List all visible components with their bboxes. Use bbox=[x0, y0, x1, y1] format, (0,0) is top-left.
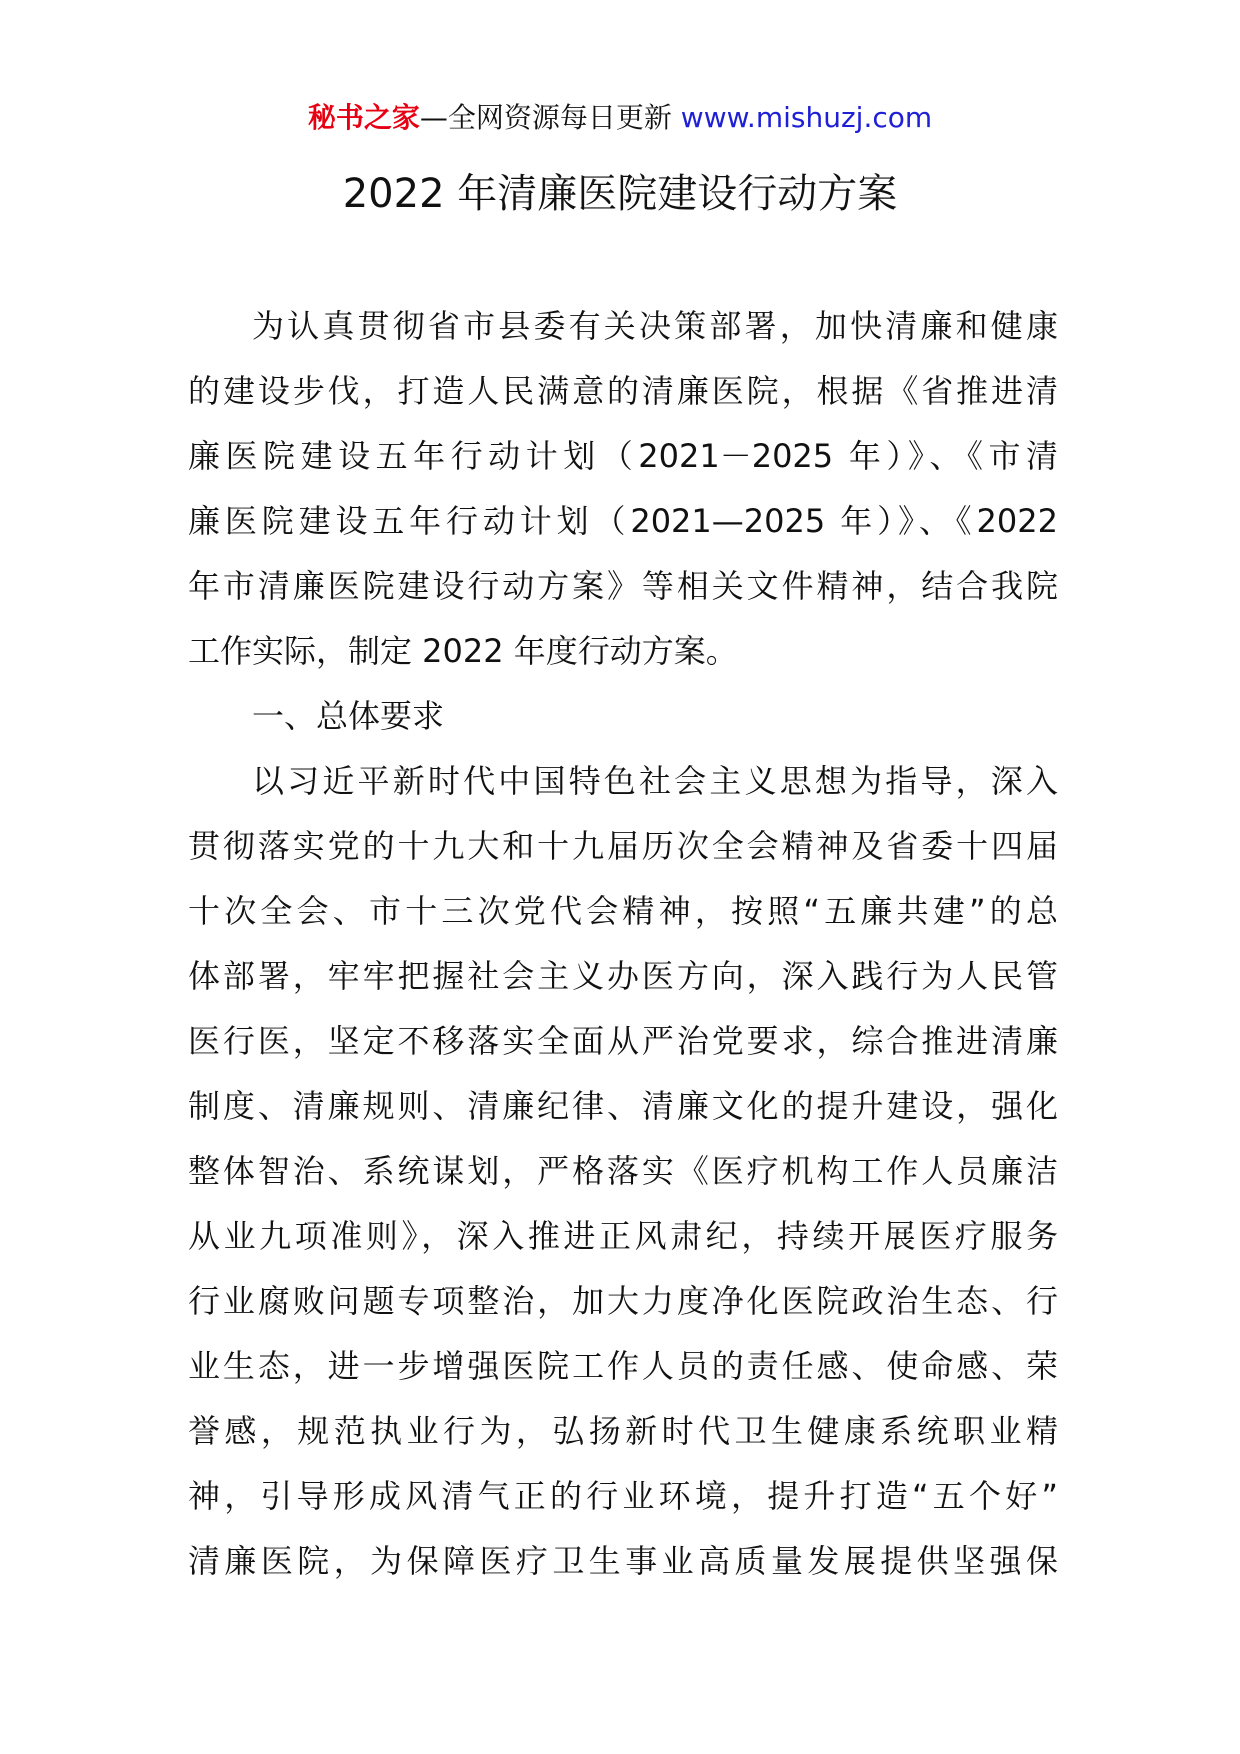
body-text-line: 年市清廉医院建设行动方案》等相关文件精神，结合我院 bbox=[188, 567, 1058, 605]
document-body bbox=[188, 294, 1058, 1594]
body-text-line: 行业腐败问题专项整治，加大力度净化医院政治生态、行 bbox=[188, 1282, 1058, 1320]
body-text-line: 整体智治、系统谋划，严格落实《医疗机构工作人员廉洁 bbox=[188, 1152, 1058, 1190]
body-text-line: 神，引导形成风清气正的行业环境，提升打造“五个好” bbox=[188, 1477, 1058, 1515]
header-tagline: —全网资源每日更新 bbox=[419, 101, 672, 134]
body-text-line: 誉感，规范执业行为，弘扬新时代卫生健康系统职业精 bbox=[188, 1412, 1058, 1450]
body-text-line: 业生态，进一步增强医院工作人员的责任感、使命感、荣 bbox=[188, 1347, 1058, 1385]
body-text-line: 为认真贯彻省市县委有关决策部署，加快清廉和健康 bbox=[252, 307, 1058, 345]
body-text-line: 从业九项准则》，深入推进正风肃纪，持续开展医疗服务 bbox=[188, 1217, 1058, 1255]
body-text-line: 贯彻落实党的十九大和十九届历次全会精神及省委十四届 bbox=[188, 827, 1058, 865]
body-text-line: 工作实际，制定 2022 年度行动方案。 bbox=[188, 632, 738, 670]
body-text-line: 十次全会、市十三次党代会精神，按照“五廉共建”的总 bbox=[188, 892, 1058, 930]
body-text-line: 的建设步伐，打造人民满意的清廉医院，根据《省推进清 bbox=[188, 372, 1058, 410]
body-text-line: 清廉医院，为保障医疗卫生事业高质量发展提供坚强保 bbox=[188, 1542, 1058, 1580]
body-text-line: 医行医，坚定不移落实全面从严治党要求，综合推进清廉 bbox=[188, 1022, 1058, 1060]
body-text-line: 以习近平新时代中国特色社会主义思想为指导，深入 bbox=[252, 762, 1058, 800]
body-text-line: 一、总体要求 bbox=[252, 697, 445, 735]
body-text-line: 体部署，牢牢把握社会主义办医方向，深入践行为人民管 bbox=[188, 957, 1058, 995]
body-text-line: 廉医院建设五年行动计划（2021－2025 年）》、《市清 bbox=[188, 437, 1058, 475]
site-url-link[interactable]: www.mishuzj.com bbox=[680, 101, 933, 134]
brand-name: 秘书之家 bbox=[307, 101, 420, 134]
site-header bbox=[0, 98, 1240, 138]
body-text-line: 制度、清廉规则、清廉纪律、清廉文化的提升建设，强化 bbox=[188, 1087, 1058, 1125]
document-title: 2022 年清廉医院建设行动方案 bbox=[342, 171, 898, 217]
body-text-line: 廉医院建设五年行动计划（2021—2025 年）》、《2022 bbox=[188, 502, 1058, 540]
